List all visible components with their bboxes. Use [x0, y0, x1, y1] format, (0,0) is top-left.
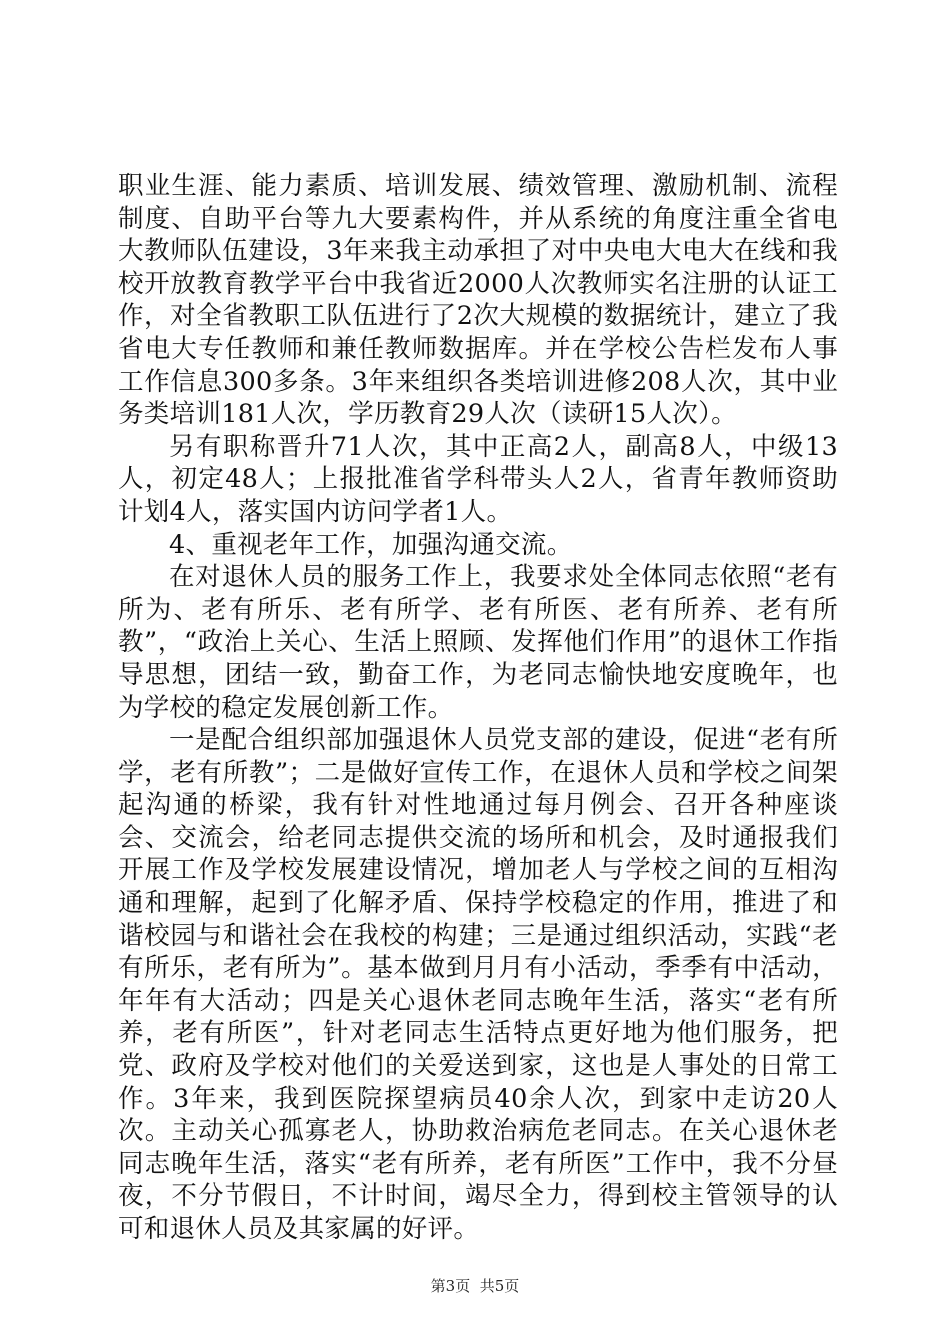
page-footer [0, 1276, 950, 1296]
document-body [118, 170, 838, 1246]
section-heading: 4、重视老年工作，加强沟通交流。 [169, 529, 573, 560]
paragraph-4: 一是配合组织部加强退休人员党支部的建设，促进“老有所学，老有所教”；二是做好宣传工作，在退休人员和学校之间架起沟通的桥梁，我有针对性地通过每月例会、召开各种座谈会、交流会，给老同志提供交流的场所和机会，及时通报我们开展工作及学校发展建设情况，增加老人与学校之间的互相沟通和理解，起到了化解矛盾、保持学校稳定的作用，推进了和谐校园与和谐社会在我校的构建；三是通过组织活动，实践“老有所乐，老有所为”。基本做到月月有小活动，季季有中活动，年年有大活动；四是关心退休老同志晚年生活，落实“老有所养，老有所医”，针对老同志生活特点更好地为他们服务，把党、政府及学校对他们的关爱送到家，这也是人事处的日常工作。3年来，我到医院探望病员40余人次，到家中走访20人次。主动关心孤寡老人，协助救治病危老同志。在关心退休老同志晚年生活，落实“老有所养，老有所医”工作中，我不分昼夜，不分节假日，不计时间，竭尽全力，得到校主管领导的认可和退休人员及其家属的好评。 [118, 725, 838, 1244]
page-number: 第3页 [430, 1277, 471, 1295]
paragraph-1: 职业生涯、能力素质、培训发展、绩效管理、激励机制、流程制度、自助平台等九大要素构件，并从系统的角度注重全省电大教师队伍建设，3年来我主动承担了对中央电大电大在线和我校开放教育教学平台中我省近2000人次教师实名注册的认证工作，对全省教职工队伍进行了2次大规模的数据统计，建立了我省电大专任教师和兼任教师数据库。并在学校公告栏发布人事工作信息300多条。3年来组织各类培训进修208人次，其中业务类培训181人次，学历教育29人次（读研15人次）。 [118, 171, 838, 430]
paragraph-2: 另有职称晋升71人次，其中正高2人，副高8人，中级13人，初定48人；上报批准省学科带头人2人，省青年教师资助计划4人，落实国内访问学者1人。 [118, 431, 838, 527]
paragraph-3: 在对退休人员的服务工作上，我要求处全体同志依照“老有所为、老有所乐、老有所学、老有所医、老有所养、老有所教”，“政治上关心、生活上照顾、发挥他们作用”的退休工作指导思想，团结一致，勤奋工作，为老同志愉快地安度晚年，也为学校的稳定发展创新工作。 [118, 562, 838, 723]
page-total: 共5页 [479, 1277, 520, 1295]
